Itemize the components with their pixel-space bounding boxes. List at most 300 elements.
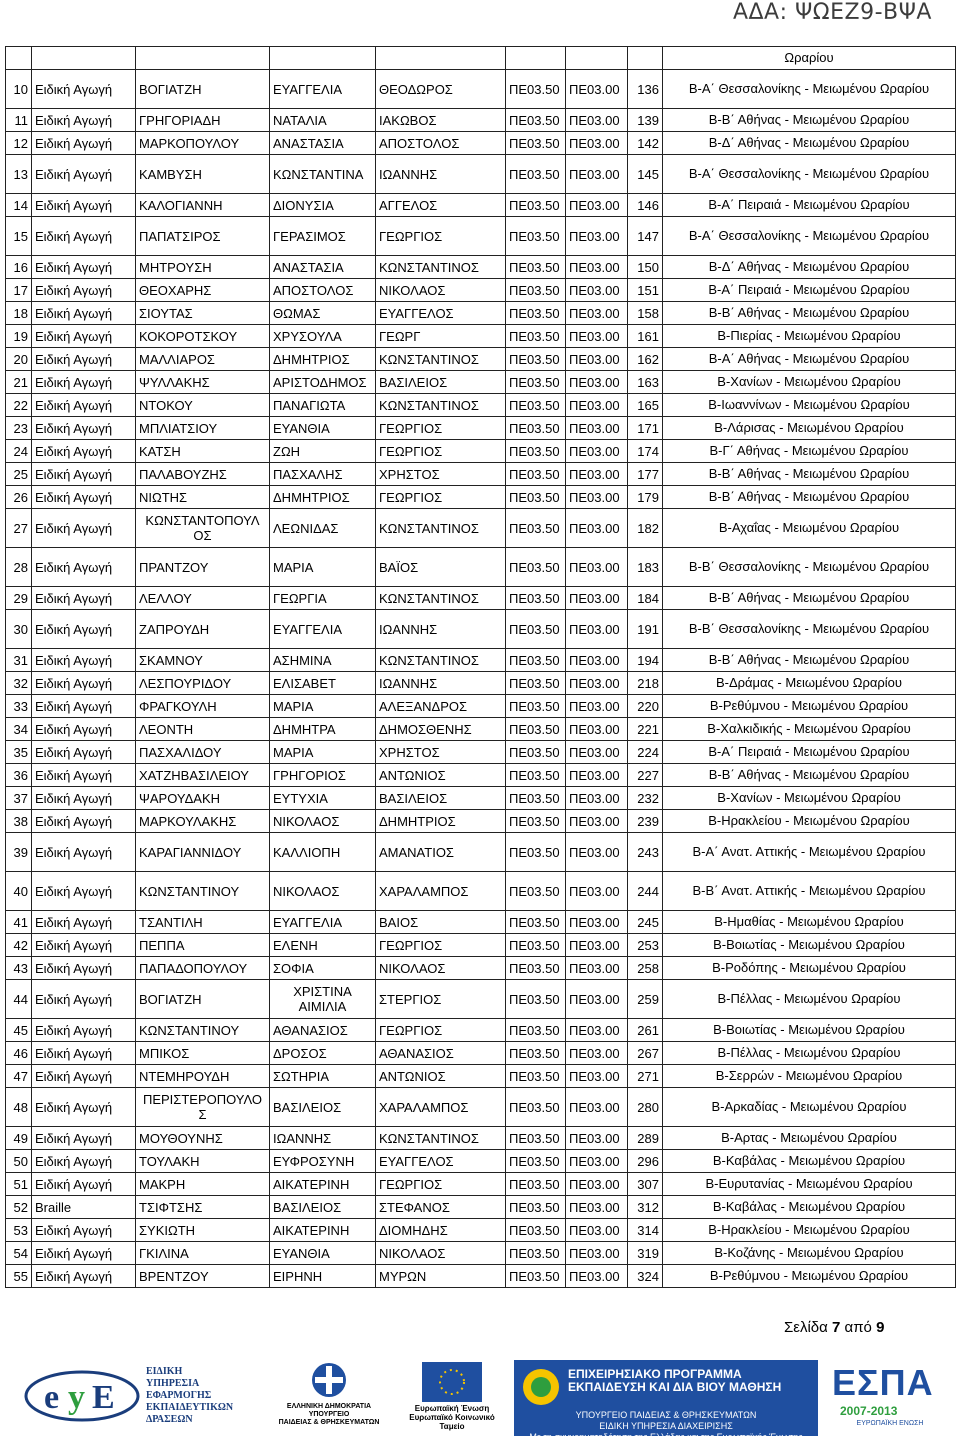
education-type-cell: Ειδική Αγωγή (32, 1265, 136, 1288)
specialty-code-1-cell: ΠΕ03.50 (506, 194, 566, 217)
row-number-cell: 12 (6, 132, 32, 155)
eu-logo (400, 1362, 504, 1430)
specialty-code-2-cell: ΠΕ03.00 (566, 217, 628, 256)
first-name-cell: ΒΑΣΙΛΕΙΟΣ (270, 1088, 376, 1127)
row-number-cell: 29 (6, 587, 32, 610)
surname-cell: ΤΣΑΝΤΙΛΗ (136, 911, 270, 934)
surname-cell: ΒΟΓΙΑΤΖΗ (136, 980, 270, 1019)
page-total: 9 (876, 1319, 885, 1336)
location-cell: Β-Δ΄ Αθήνας - Μειωμένου Ωραρίου (663, 132, 956, 155)
father-name-cell: ΑΘΑΝΑΣΙΟΣ (376, 1042, 506, 1065)
surname-cell: ΧΑΤΖΗΒΑΣΙΛΕΙΟΥ (136, 764, 270, 787)
row-number-cell: 44 (6, 980, 32, 1019)
table-row (6, 833, 956, 872)
rank-number-cell: 183 (628, 548, 663, 587)
first-name-cell: ΑΡΙΣΤΟΔΗΜΟΣ (270, 371, 376, 394)
education-type-cell: Ειδική Αγωγή (32, 672, 136, 695)
surname-cell: ΤΟΥΛΑΚΗ (136, 1150, 270, 1173)
page-prefix: Σελίδα (784, 1319, 828, 1336)
specialty-code-1-cell: ΠΕ03.50 (506, 70, 566, 109)
location-cell: Β-Α΄ Αθήνας - Μειωμένου Ωραρίου (663, 348, 956, 371)
row-number-cell: 23 (6, 417, 32, 440)
specialty-code-1-cell: ΠΕ03.50 (506, 810, 566, 833)
education-type-cell: Ειδική Αγωγή (32, 440, 136, 463)
father-name-cell: ΓΕΩΡΓΙΟΣ (376, 486, 506, 509)
surname-cell: ΠΕΡΙΣΤΕΡΟΠΟΥΛΟ Σ (136, 1088, 270, 1127)
rank-number-cell: 177 (628, 463, 663, 486)
education-type-cell: Ειδική Αγωγή (32, 417, 136, 440)
row-number-cell: 25 (6, 463, 32, 486)
surname-cell: ΝΤΟΚΟΥ (136, 394, 270, 417)
table-row (6, 649, 956, 672)
specialty-code-2-cell: ΠΕ03.00 (566, 1019, 628, 1042)
father-name-cell: ΙΩΑΝΝΗΣ (376, 155, 506, 194)
surname-cell: ΚΩΝΣΤΑΝΤΙΝΟΥ (136, 1019, 270, 1042)
education-type-cell: Ειδική Αγωγή (32, 1150, 136, 1173)
surname-cell: ΛΕΛΛΟΥ (136, 587, 270, 610)
specialty-code-2-cell: ΠΕ03.00 (566, 194, 628, 217)
rank-number-cell: 171 (628, 417, 663, 440)
education-type-cell: Ειδική Αγωγή (32, 718, 136, 741)
table-row (6, 1150, 956, 1173)
education-type-cell: Ειδική Αγωγή (32, 1019, 136, 1042)
rank-number-cell: 174 (628, 440, 663, 463)
rank-number-cell: 220 (628, 695, 663, 718)
location-cell: Β-Δράμας - Μειωμένου Ωραρίου (663, 672, 956, 695)
location-cell: Β-Ιωαννίνων - Μειωμένου Ωραρίου (663, 394, 956, 417)
specialty-code-1-cell: ΠΕ03.50 (506, 1042, 566, 1065)
table-row (6, 1265, 956, 1288)
specialty-code-1-cell: ΠΕ03.50 (506, 980, 566, 1019)
surname-cell: ΛΕΣΠΟΥΡΙΔΟΥ (136, 672, 270, 695)
hellas_lines-line: ΕΛΛΗΝΙΚΗ ΔΗΜΟΚΡΑΤΙΑ (286, 1403, 372, 1410)
surname-cell: ΚΑΜΒΥΣΗ (136, 155, 270, 194)
location-cell: Β-Ηρακλείου - Μειωμένου Ωραρίου (663, 1219, 956, 1242)
surname-cell: ΣΚΑΜΝΟΥ (136, 649, 270, 672)
rank-number-cell: 244 (628, 872, 663, 911)
surname-cell: ΜΠΙΚΟΣ (136, 1042, 270, 1065)
specialty-code-1-cell: ΠΕ03.50 (506, 1196, 566, 1219)
specialty-code-2-cell: ΠΕ03.00 (566, 718, 628, 741)
first-name-cell: ΕΥΑΝΘΙΑ (270, 417, 376, 440)
education-type-cell: Ειδική Αγωγή (32, 957, 136, 980)
table-row (6, 718, 956, 741)
education-type-cell: Ειδική Αγωγή (32, 787, 136, 810)
first-name-cell: ΕΥΑΓΓΕΛΙΑ (270, 70, 376, 109)
table-row (6, 787, 956, 810)
row-number-cell: 20 (6, 348, 32, 371)
location-cell: Β-Β΄ Θεσσαλονίκης - Μειωμένου Ωραρίου (663, 548, 956, 587)
table-row (6, 417, 956, 440)
espa-years: 2007-2013 (840, 1404, 898, 1418)
father-name-cell: ΚΩΝΣΤΑΝΤΙΝΟΣ (376, 394, 506, 417)
education-type-cell: Ειδική Αγωγή (32, 810, 136, 833)
eye_text_lines-line: ΕΙΔΙΚΗ (146, 1366, 183, 1377)
father-name-cell: ΑΛΕΞΑΝΔΡΟΣ (376, 695, 506, 718)
specialty-code-2-cell: ΠΕ03.00 (566, 1242, 628, 1265)
row-number-cell: 36 (6, 764, 32, 787)
rank-number-cell: 261 (628, 1019, 663, 1042)
first-name-cell: ΕΛΙΣΑΒΕΤ (270, 672, 376, 695)
specialty-code-1-cell: ΠΕ03.50 (506, 764, 566, 787)
specialty-code-1-cell: ΠΕ03.50 (506, 872, 566, 911)
row-number-cell: 19 (6, 325, 32, 348)
education-type-cell: Braille (32, 1196, 136, 1219)
education-type-cell: Ειδική Αγωγή (32, 833, 136, 872)
greek-emblem-icon (309, 1360, 349, 1400)
first-name-cell: ΔΙΟΝΥΣΙΑ (270, 194, 376, 217)
specialty-code-2-cell: ΠΕ03.00 (566, 1265, 628, 1288)
specialty-code-1-cell: ΠΕ03.50 (506, 279, 566, 302)
location-cell: Β-Α΄ Πειραιά - Μειωμένου Ωραρίου (663, 194, 956, 217)
specialty-code-1-cell: ΠΕ03.50 (506, 256, 566, 279)
row-number-cell: 47 (6, 1065, 32, 1088)
father-name-cell: ΑΠΟΣΤΟΛΟΣ (376, 132, 506, 155)
father-name-cell: ΓΕΩΡΓΙΟΣ (376, 1019, 506, 1042)
table-row (6, 1019, 956, 1042)
rank-number-cell: 139 (628, 109, 663, 132)
father-name-cell: ΧΑΡΑΛΑΜΠΟΣ (376, 872, 506, 911)
surname-cell: ΚΑΛΟΓΙΑΝΝΗ (136, 194, 270, 217)
table-row (6, 325, 956, 348)
father-name-cell: ΓΕΩΡΓ (376, 325, 506, 348)
specialty-code-2-cell: ΠΕ03.00 (566, 440, 628, 463)
location-cell: Β-Χανίων - Μειωμένου Ωραρίου (663, 371, 956, 394)
specialty-code-1-cell: ΠΕ03.50 (506, 325, 566, 348)
location-cell: Β-Γ΄ Αθήνας - Μειωμένου Ωραρίου (663, 440, 956, 463)
svg-text:E: E (92, 1379, 115, 1416)
location-cell: Β-Καβάλας - Μειωμένου Ωραρίου (663, 1196, 956, 1219)
first-name-cell: ΕΥΑΓΓΕΛΙΑ (270, 610, 376, 649)
specialty-code-1-cell: ΠΕ03.50 (506, 1088, 566, 1127)
row-number-cell: 37 (6, 787, 32, 810)
table-row (6, 1173, 956, 1196)
table-row (6, 440, 956, 463)
father-name-cell: ΧΡΗΣΤΟΣ (376, 463, 506, 486)
education-type-cell: Ειδική Αγωγή (32, 1173, 136, 1196)
education-type-cell: Ειδική Αγωγή (32, 980, 136, 1019)
specialty-code-1-cell: ΠΕ03.50 (506, 833, 566, 872)
surname-cell: ΠΑΣΧΑΛΙΔΟΥ (136, 741, 270, 764)
surname-cell: ΖΑΠΡΟΥΔΗ (136, 610, 270, 649)
specialty-code-1-cell: ΠΕ03.50 (506, 911, 566, 934)
first-name-cell: ΕΙΡΗΝΗ (270, 1265, 376, 1288)
father-name-cell: ΙΩΑΝΝΗΣ (376, 610, 506, 649)
specialty-code-1-cell: ΠΕ03.50 (506, 672, 566, 695)
first-name-cell: ΕΥΦΡΟΣΥΝΗ (270, 1150, 376, 1173)
table-row (6, 1065, 956, 1088)
row-number-cell: 28 (6, 548, 32, 587)
specialty-code-1-cell: ΠΕ03.50 (506, 548, 566, 587)
page-middle: από (844, 1319, 872, 1336)
education-type-cell: Ειδική Αγωγή (32, 348, 136, 371)
specialty-code-1-cell: ΠΕ03.50 (506, 394, 566, 417)
allocation-table (5, 46, 956, 1288)
table-row (6, 132, 956, 155)
specialty-code-1-cell: ΠΕ03.50 (506, 302, 566, 325)
specialty-code-2-cell: ΠΕ03.00 (566, 1088, 628, 1127)
surname-cell: ΜΑΛΛΙΑΡΟΣ (136, 348, 270, 371)
footer-logos (0, 1358, 960, 1440)
specialty-code-1-cell: ΠΕ03.50 (506, 1019, 566, 1042)
specialty-code-1-cell: ΠΕ03.50 (506, 440, 566, 463)
rank-number-cell: 224 (628, 741, 663, 764)
specialty-code-2-cell: ΠΕ03.00 (566, 872, 628, 911)
father-name-cell: ΕΥΑΓΓΕΛΟΣ (376, 1150, 506, 1173)
specialty-code-2-cell: ΠΕ03.00 (566, 1219, 628, 1242)
location-cell: Β-Λάρισας - Μειωμένου Ωραρίου (663, 417, 956, 440)
first-name-cell: ΓΕΡΑΣΙΜΟΣ (270, 217, 376, 256)
rank-number-cell: 145 (628, 155, 663, 194)
eu-text (400, 1404, 504, 1431)
location-cell: Β-Α΄ Πειραιά - Μειωμένου Ωραρίου (663, 279, 956, 302)
education-type-cell: Ειδική Αγωγή (32, 302, 136, 325)
specialty-code-1-cell: ΠΕ03.50 (506, 486, 566, 509)
hellas_lines-line: ΥΠΟΥΡΓΕΙΟ (308, 1411, 350, 1418)
specialty-code-1-cell: ΠΕ03.50 (506, 463, 566, 486)
first-name-cell: ΓΕΩΡΓΙΑ (270, 587, 376, 610)
specialty-code-1-cell: ΠΕ03.50 (506, 1242, 566, 1265)
specialty-code-2-cell: ΠΕ03.00 (566, 810, 628, 833)
rank-number-cell: 267 (628, 1042, 663, 1065)
first-name-cell: ΑΠΟΣΤΟΛΟΣ (270, 279, 376, 302)
first-name-cell: ΣΟΦΙΑ (270, 957, 376, 980)
row-number-cell: 54 (6, 1242, 32, 1265)
location-cell: Β-Βοιωτίας - Μειωμένου Ωραρίου (663, 934, 956, 957)
specialty-code-2-cell: ΠΕ03.00 (566, 934, 628, 957)
surname-cell: ΓΚΙΛΙΝΑ (136, 1242, 270, 1265)
surname-cell: ΘΕΟΧΑΡΗΣ (136, 279, 270, 302)
father-name-cell: ΧΡΗΣΤΟΣ (376, 741, 506, 764)
surname-cell: ΛΕΟΝΤΗ (136, 718, 270, 741)
table-row (6, 217, 956, 256)
education-type-cell: Ειδική Αγωγή (32, 486, 136, 509)
first-name-cell: ΕΥΤΥΧΙΑ (270, 787, 376, 810)
father-name-cell: ΒΑΪΟΣ (376, 548, 506, 587)
specialty-code-2-cell: ΠΕ03.00 (566, 1196, 628, 1219)
father-name-cell: ΕΥΑΓΓΕΛΟΣ (376, 302, 506, 325)
table-row (6, 548, 956, 587)
row-number-cell: 52 (6, 1196, 32, 1219)
rank-number-cell: 191 (628, 610, 663, 649)
specialty-code-1-cell: ΠΕ03.50 (506, 1065, 566, 1088)
specialty-code-1-cell: ΠΕ03.50 (506, 587, 566, 610)
father-name-cell: ΚΩΝΣΤΑΝΤΙΝΟΣ (376, 509, 506, 548)
father-name-cell: ΓΕΩΡΓΙΟΣ (376, 934, 506, 957)
rank-number-cell: 136 (628, 70, 663, 109)
surname-cell: ΒΡΕΝΤΖΟΥ (136, 1265, 270, 1288)
table-row (6, 70, 956, 109)
svg-text:y: y (68, 1379, 85, 1416)
specialty-code-2-cell: ΠΕ03.00 (566, 463, 628, 486)
table-row (6, 279, 956, 302)
specialty-code-1-cell: ΠΕ03.50 (506, 957, 566, 980)
rank-number-cell: 162 (628, 348, 663, 371)
location-cell: Β-Αχαΐας - Μειωμένου Ωραρίου (663, 509, 956, 548)
rank-number-cell: 307 (628, 1173, 663, 1196)
eye_text_lines-line: ΔΡΑΣΕΩΝ (146, 1414, 193, 1425)
table-row (6, 610, 956, 649)
row-number-cell: 32 (6, 672, 32, 695)
surname-cell: ΜΟΥΘΟΥΝΗΣ (136, 1127, 270, 1150)
row-number-cell: 55 (6, 1265, 32, 1288)
eye-logo-text (146, 1366, 233, 1426)
specialty-code-1-cell: ΠΕ03.50 (506, 371, 566, 394)
first-name-cell: ΜΑΡΙΑ (270, 548, 376, 587)
location-cell: Β-Αρτας - Μειωμένου Ωραρίου (663, 1127, 956, 1150)
first-name-cell: ΠΑΣΧΑΛΗΣ (270, 463, 376, 486)
eye_text_lines-line: ΕΚΠΑΙΔΕΥΤΙΚΩΝ (146, 1402, 234, 1413)
first-name-cell: ΚΑΛΛΙΟΠΗ (270, 833, 376, 872)
table-row (6, 587, 956, 610)
surname-cell: ΜΗΤΡΟΥΣΗ (136, 256, 270, 279)
specialty-code-2-cell: ΠΕ03.00 (566, 672, 628, 695)
rank-number-cell: 150 (628, 256, 663, 279)
row-number-cell: 43 (6, 957, 32, 980)
education-type-cell: Ειδική Αγωγή (32, 194, 136, 217)
father-name-cell: ΔΗΜΗΤΡΙΟΣ (376, 810, 506, 833)
specialty-code-2-cell: ΠΕ03.00 (566, 394, 628, 417)
rank-number-cell: 182 (628, 509, 663, 548)
row-number-cell: 48 (6, 1088, 32, 1127)
hellas_lines-line: ΠΑΙΔΕΙΑΣ & ΘΡΗΣΚΕΥΜΑΤΩΝ (278, 1419, 380, 1426)
specialty-code-2-cell: ΠΕ03.00 (566, 587, 628, 610)
first-name-cell: ΘΩΜΑΣ (270, 302, 376, 325)
specialty-code-1-cell: ΠΕ03.50 (506, 934, 566, 957)
rank-number-cell: 253 (628, 934, 663, 957)
education-type-cell: Ειδική Αγωγή (32, 695, 136, 718)
table-row (6, 256, 956, 279)
education-type-cell: Ειδική Αγωγή (32, 1219, 136, 1242)
table-row (6, 695, 956, 718)
first-name-cell: ΙΩΑΝΝΗΣ (270, 1127, 376, 1150)
table-row (6, 1042, 956, 1065)
surname-cell: ΨΑΡΟΥΔΑΚΗ (136, 787, 270, 810)
table-row (6, 872, 956, 911)
father-name-cell: ΚΩΝΣΤΑΝΤΙΝΟΣ (376, 649, 506, 672)
father-name-cell: ΚΩΝΣΤΑΝΤΙΝΟΣ (376, 348, 506, 371)
row-number-cell: 50 (6, 1150, 32, 1173)
father-name-cell: ΚΩΝΣΤΑΝΤΙΝΟΣ (376, 1127, 506, 1150)
education-type-cell: Ειδική Αγωγή (32, 1127, 136, 1150)
svg-text:e: e (44, 1379, 60, 1416)
rank-number-cell: 218 (628, 672, 663, 695)
rank-number-cell: 232 (628, 787, 663, 810)
father-name-cell: ΓΕΩΡΓΙΟΣ (376, 417, 506, 440)
specialty-code-1-cell: ΠΕ03.50 (506, 741, 566, 764)
first-name-cell: ΒΑΣΙΛΕΙΟΣ (270, 1196, 376, 1219)
father-name-cell: ΝΙΚΟΛΑΟΣ (376, 957, 506, 980)
specialty-code-1-cell: ΠΕ03.50 (506, 155, 566, 194)
surname-cell: ΠΑΠΑΔΟΠΟΥΛΟΥ (136, 957, 270, 980)
father-name-cell: ΚΩΝΣΤΑΝΤΙΝΟΣ (376, 256, 506, 279)
location-cell: Β-Β΄ Αθήνας - Μειωμένου Ωραρίου (663, 109, 956, 132)
row-number-cell: 13 (6, 155, 32, 194)
location-cell: Β-Β΄ Θεσσαλονίκης - Μειωμένου Ωραρίου (663, 610, 956, 649)
row-number-cell: 35 (6, 741, 32, 764)
rank-number-cell: 142 (628, 132, 663, 155)
father-name-cell: ΒΑΣΙΛΕΙΟΣ (376, 787, 506, 810)
table-row (6, 741, 956, 764)
specialty-code-1-cell: ΠΕ03.50 (506, 217, 566, 256)
location-cell: Β-Ροδόπης - Μειωμένου Ωραρίου (663, 957, 956, 980)
location-cell: Β-Πιερίας - Μειωμένου Ωραρίου (663, 325, 956, 348)
rank-number-cell: 221 (628, 718, 663, 741)
eu_lines-line: Ευρωπαϊκή Ένωση (414, 1404, 490, 1413)
surname-cell: ΚΟΚΟΡΟΤΣΚΟΥ (136, 325, 270, 348)
row-number-cell: 33 (6, 695, 32, 718)
location-cell: Β-Πέλλας - Μειωμένου Ωραρίου (663, 980, 956, 1019)
rank-number-cell: 319 (628, 1242, 663, 1265)
specialty-code-1-cell: ΠΕ03.50 (506, 509, 566, 548)
specialty-code-1-cell: ΠΕ03.50 (506, 132, 566, 155)
table-row (6, 302, 956, 325)
row-number-cell: 26 (6, 486, 32, 509)
specialty-code-1-cell: ΠΕ03.50 (506, 1219, 566, 1242)
row-number-cell: 41 (6, 911, 32, 934)
father-name-cell: ΘΕΟΔΩΡΟΣ (376, 70, 506, 109)
education-type-cell: Ειδική Αγωγή (32, 610, 136, 649)
specialty-code-2-cell: ΠΕ03.00 (566, 1127, 628, 1150)
hellenic-republic-logo (274, 1360, 384, 1432)
rank-number-cell: 161 (628, 325, 663, 348)
surname-cell: ΝΤΕΜΗΡΟΥΔΗ (136, 1065, 270, 1088)
education-type-cell: Ειδική Αγωγή (32, 279, 136, 302)
specialty-code-1-cell: ΠΕ03.50 (506, 649, 566, 672)
education-type-cell: Ειδική Αγωγή (32, 548, 136, 587)
specialty-code-2-cell: ΠΕ03.00 (566, 911, 628, 934)
father-name-cell: ΔΙΟΜΗΔΗΣ (376, 1219, 506, 1242)
row-number-cell: 30 (6, 610, 32, 649)
table-row (6, 348, 956, 371)
location-cell: Β-Καβάλας - Μειωμένου Ωραρίου (663, 1150, 956, 1173)
table-row (6, 1196, 956, 1219)
first-name-cell: ΝΑΤΑΛΙΑ (270, 109, 376, 132)
surname-cell: ΨΥΛΛΑΚΗΣ (136, 371, 270, 394)
location-cell: Β-Κοζάνης - Μειωμένου Ωραρίου (663, 1242, 956, 1265)
specialty-code-2-cell: ΠΕ03.00 (566, 548, 628, 587)
table-row (6, 934, 956, 957)
rank-number-cell: 165 (628, 394, 663, 417)
table-body (6, 47, 956, 1288)
row-number-cell: 53 (6, 1219, 32, 1242)
surname-cell: ΠΡΑΝΤΖΟΥ (136, 548, 270, 587)
eu-flag-icon (422, 1362, 482, 1402)
surname-cell: ΚΩΝΣΤΑΝΤΙΝΟΥ (136, 872, 270, 911)
specialty-code-1-cell: ΠΕ03.50 (506, 417, 566, 440)
specialty-code-2-cell: ΠΕ03.00 (566, 649, 628, 672)
rank-number-cell: 163 (628, 371, 663, 394)
surname-cell: ΠΑΠΑΤΣΙΡΟΣ (136, 217, 270, 256)
father-name-cell: ΑΝΤΩΝΙΟΣ (376, 1065, 506, 1088)
education-type-cell: Ειδική Αγωγή (32, 70, 136, 109)
father-name-cell: ΑΓΓΕΛΟΣ (376, 194, 506, 217)
row-number-cell: 14 (6, 194, 32, 217)
row-number-cell: 45 (6, 1019, 32, 1042)
eye_text_lines-line: ΕΦΑΡΜΟΓΗΣ (146, 1390, 212, 1401)
surname-cell: ΠΕΠΠΑ (136, 934, 270, 957)
first-name-cell: ΣΩΤΗΡΙΑ (270, 1065, 376, 1088)
table-row (6, 509, 956, 548)
first-name-cell: ΑΝΑΣΤΑΣΙΑ (270, 256, 376, 279)
row-number-cell: 22 (6, 394, 32, 417)
father-name-cell: ΙΩΑΝΝΗΣ (376, 672, 506, 695)
rank-number-cell: 179 (628, 486, 663, 509)
specialty-code-2-cell: ΠΕ03.00 (566, 109, 628, 132)
first-name-cell: ΛΕΩΝΙΔΑΣ (270, 509, 376, 548)
education-type-cell: Ειδική Αγωγή (32, 934, 136, 957)
rank-number-cell: 227 (628, 764, 663, 787)
